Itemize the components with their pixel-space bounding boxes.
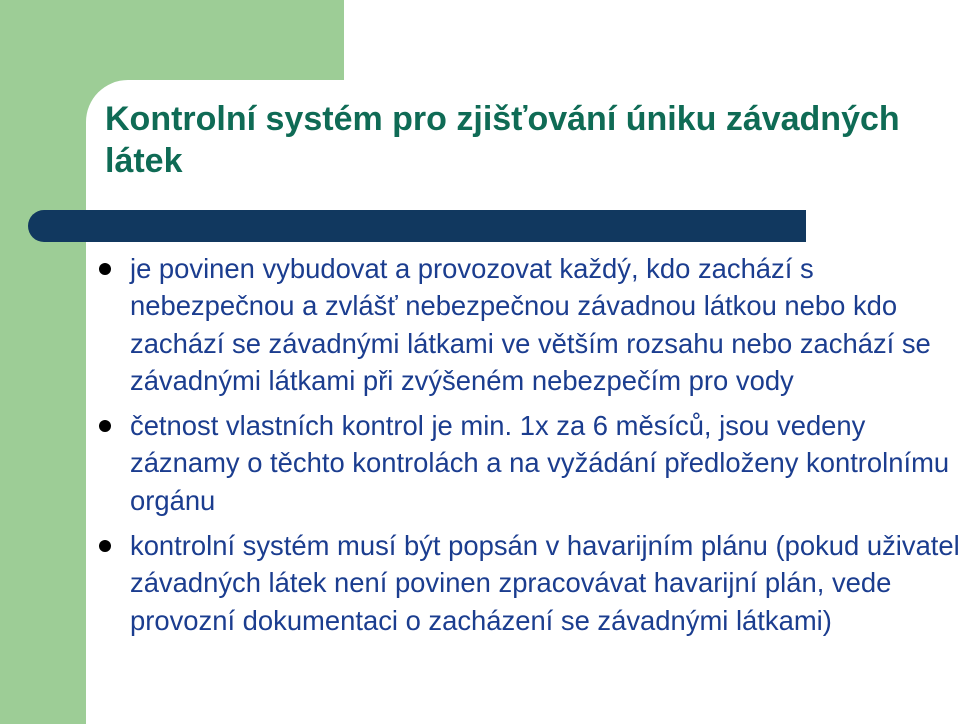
title-divider-bar [28, 210, 806, 242]
bullet-list [92, 250, 960, 647]
bullet-text: kontrolní systém musí být popsán v havarijním plánu (pokud uživatel závadných látek není povinen zpracovávat havarijní plán, vede provozní dokumentaci o zacházení se závadnými látkami) [130, 530, 960, 636]
bullet-text: je povinen vybudovat a provozovat každý, kdo zachází s nebezpečnou a zvlášť nebezpečnou závadnou látkou nebo kdo zachází se závadnými látkami ve větším rozsahu nebo zachází se závadnými látkami při zvýšeném nebezpečím pro vody [130, 253, 931, 396]
bullet-item [92, 250, 960, 399]
slide-title: Kontrolní systém pro zjišťování úniku závadných látek [105, 100, 900, 180]
bullet-text: četnost vlastních kontrol je min. 1x za 6 měsíců, jsou vedeny záznamy o těchto kontrolách a na vyžádání předloženy kontrolnímu orgánu [130, 410, 950, 516]
bullet-dot-icon [99, 263, 111, 275]
bullet-dot-icon [99, 420, 111, 432]
bullet-item [92, 407, 960, 519]
bullet-item [92, 527, 960, 639]
bullet-dot-icon [99, 540, 111, 552]
